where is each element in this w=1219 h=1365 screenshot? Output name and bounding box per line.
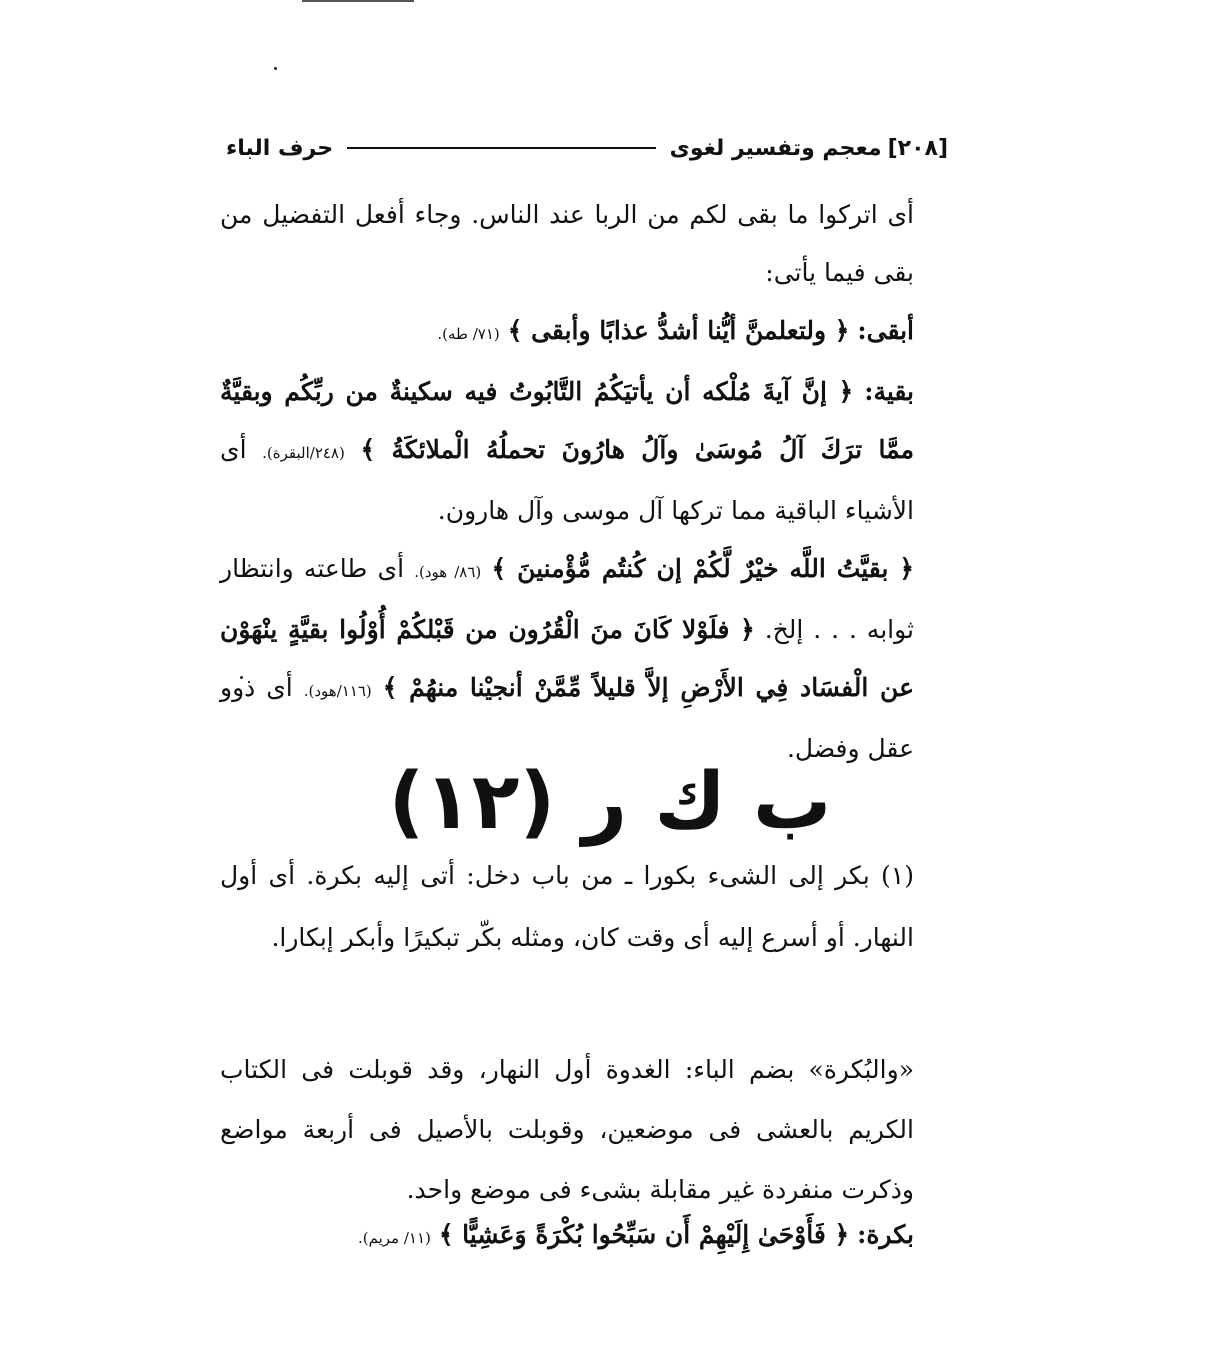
- paragraph: (١) بكر إلى الشىء بكورا ـ من باب دخل: أتى إليه بكرة. أى أول النهار. أو أسرع إليه أى وقت كان، ومثله بكّر تبكيرًا وأبكر إبكارا.: [220, 861, 914, 952]
- bukra-entry: [220, 1206, 950, 1267]
- gloss-text: أى ذوو عقل وفضل.: [220, 673, 914, 763]
- scan-edge-mark: [302, 0, 414, 2]
- scan-speck: [274, 67, 277, 70]
- definition-bukra: [220, 1040, 950, 1220]
- quran-verse: ﴿ إنَّ آيةَ مُلْكه أن يأتيَكُمُ التَّابُوتُ فيه سكينةٌ من ربِّكُم وبقيَّةٌ ممَّا ترَكَ آلُ مُوسَىٰ وآلُ هارُونَ تحملُهُ الْملائكَةُ ﴾: [220, 377, 914, 464]
- root-entry-heading: ب ك ر (١٢): [388, 757, 832, 847]
- book-title: معجم وتفسير لغوى: [669, 135, 882, 161]
- quran-verse: ﴿ فلَوْلا كَانَ منَ الْقُرُون من قَبْلكُمْ أُوْلُوا بقيَّةٍ ينْهَوْن عن الْفسَاد فِي الأَرْضِ إلاَّ قليلاً مِّمَّنْ أنجيْنا منهُمْ ﴾: [220, 615, 914, 702]
- baqiya-continuation: [220, 186, 950, 778]
- entry-label: بكرة:: [857, 1220, 914, 1249]
- section-name: حرف الباء: [226, 135, 334, 161]
- entry-label: بقية:: [864, 377, 914, 406]
- quran-verse: ﴿ ولتعلمنَّ أيُّنا أشدُّ عذابًا وأبقى ﴾: [507, 316, 850, 345]
- header-rule: [347, 147, 656, 149]
- abqa-entry: [220, 302, 950, 363]
- baqiyyatu-entry: [220, 540, 950, 778]
- baqiyya-entry: [220, 363, 950, 540]
- verse-reference: (٢٤٨/البقرة).: [262, 444, 345, 462]
- verse-reference: (١١٦/هود).: [303, 682, 372, 700]
- verse-reference: (٧١/ طه).: [437, 325, 500, 343]
- definition-1: [220, 845, 950, 969]
- running-header: [226, 128, 948, 168]
- paragraph: «والبُكرة» بضم الباء: الغدوة أول النهار، وقد قوبلت فى الكتاب الكريم بالعشى فى موضعين، وقوبلت بالأصيل فى أربعة مواضع وذكرت منفردة غير مقابلة بشىء فى موضع واحد.: [220, 1055, 914, 1204]
- paragraph: أى اتركوا ما بقى لكم من الربا عند الناس. وجاء أفعل التفضيل من بقى فيما يأتى:: [220, 200, 914, 287]
- quran-verse: ﴿ فَأَوْحَىٰ إِلَيْهِمْ أَن سَبِّحُوا بُكْرَةً وَعَشِيًّا ﴾: [438, 1220, 850, 1249]
- verse-reference: (١١/ مريم).: [357, 1229, 431, 1247]
- gloss-text: أى طاعته وانتظار ثوابه . . . إلخ.: [220, 554, 914, 644]
- verse-reference: (٨٦/ هود).: [414, 563, 482, 581]
- gloss-text: أى الأشياء الباقية مما تركها آل موسى وآل هارون.: [220, 435, 914, 525]
- bukra-verse-entry: [220, 1206, 950, 1267]
- entry-label: أبقى:: [857, 316, 914, 345]
- quran-verse: ﴿ بقيَّتُ اللَّه خيْرٌ لَّكُمْ إن كُنتُم مُّؤْمنينَ ﴾: [491, 554, 915, 583]
- page-number: [٢٠٨]: [887, 135, 948, 161]
